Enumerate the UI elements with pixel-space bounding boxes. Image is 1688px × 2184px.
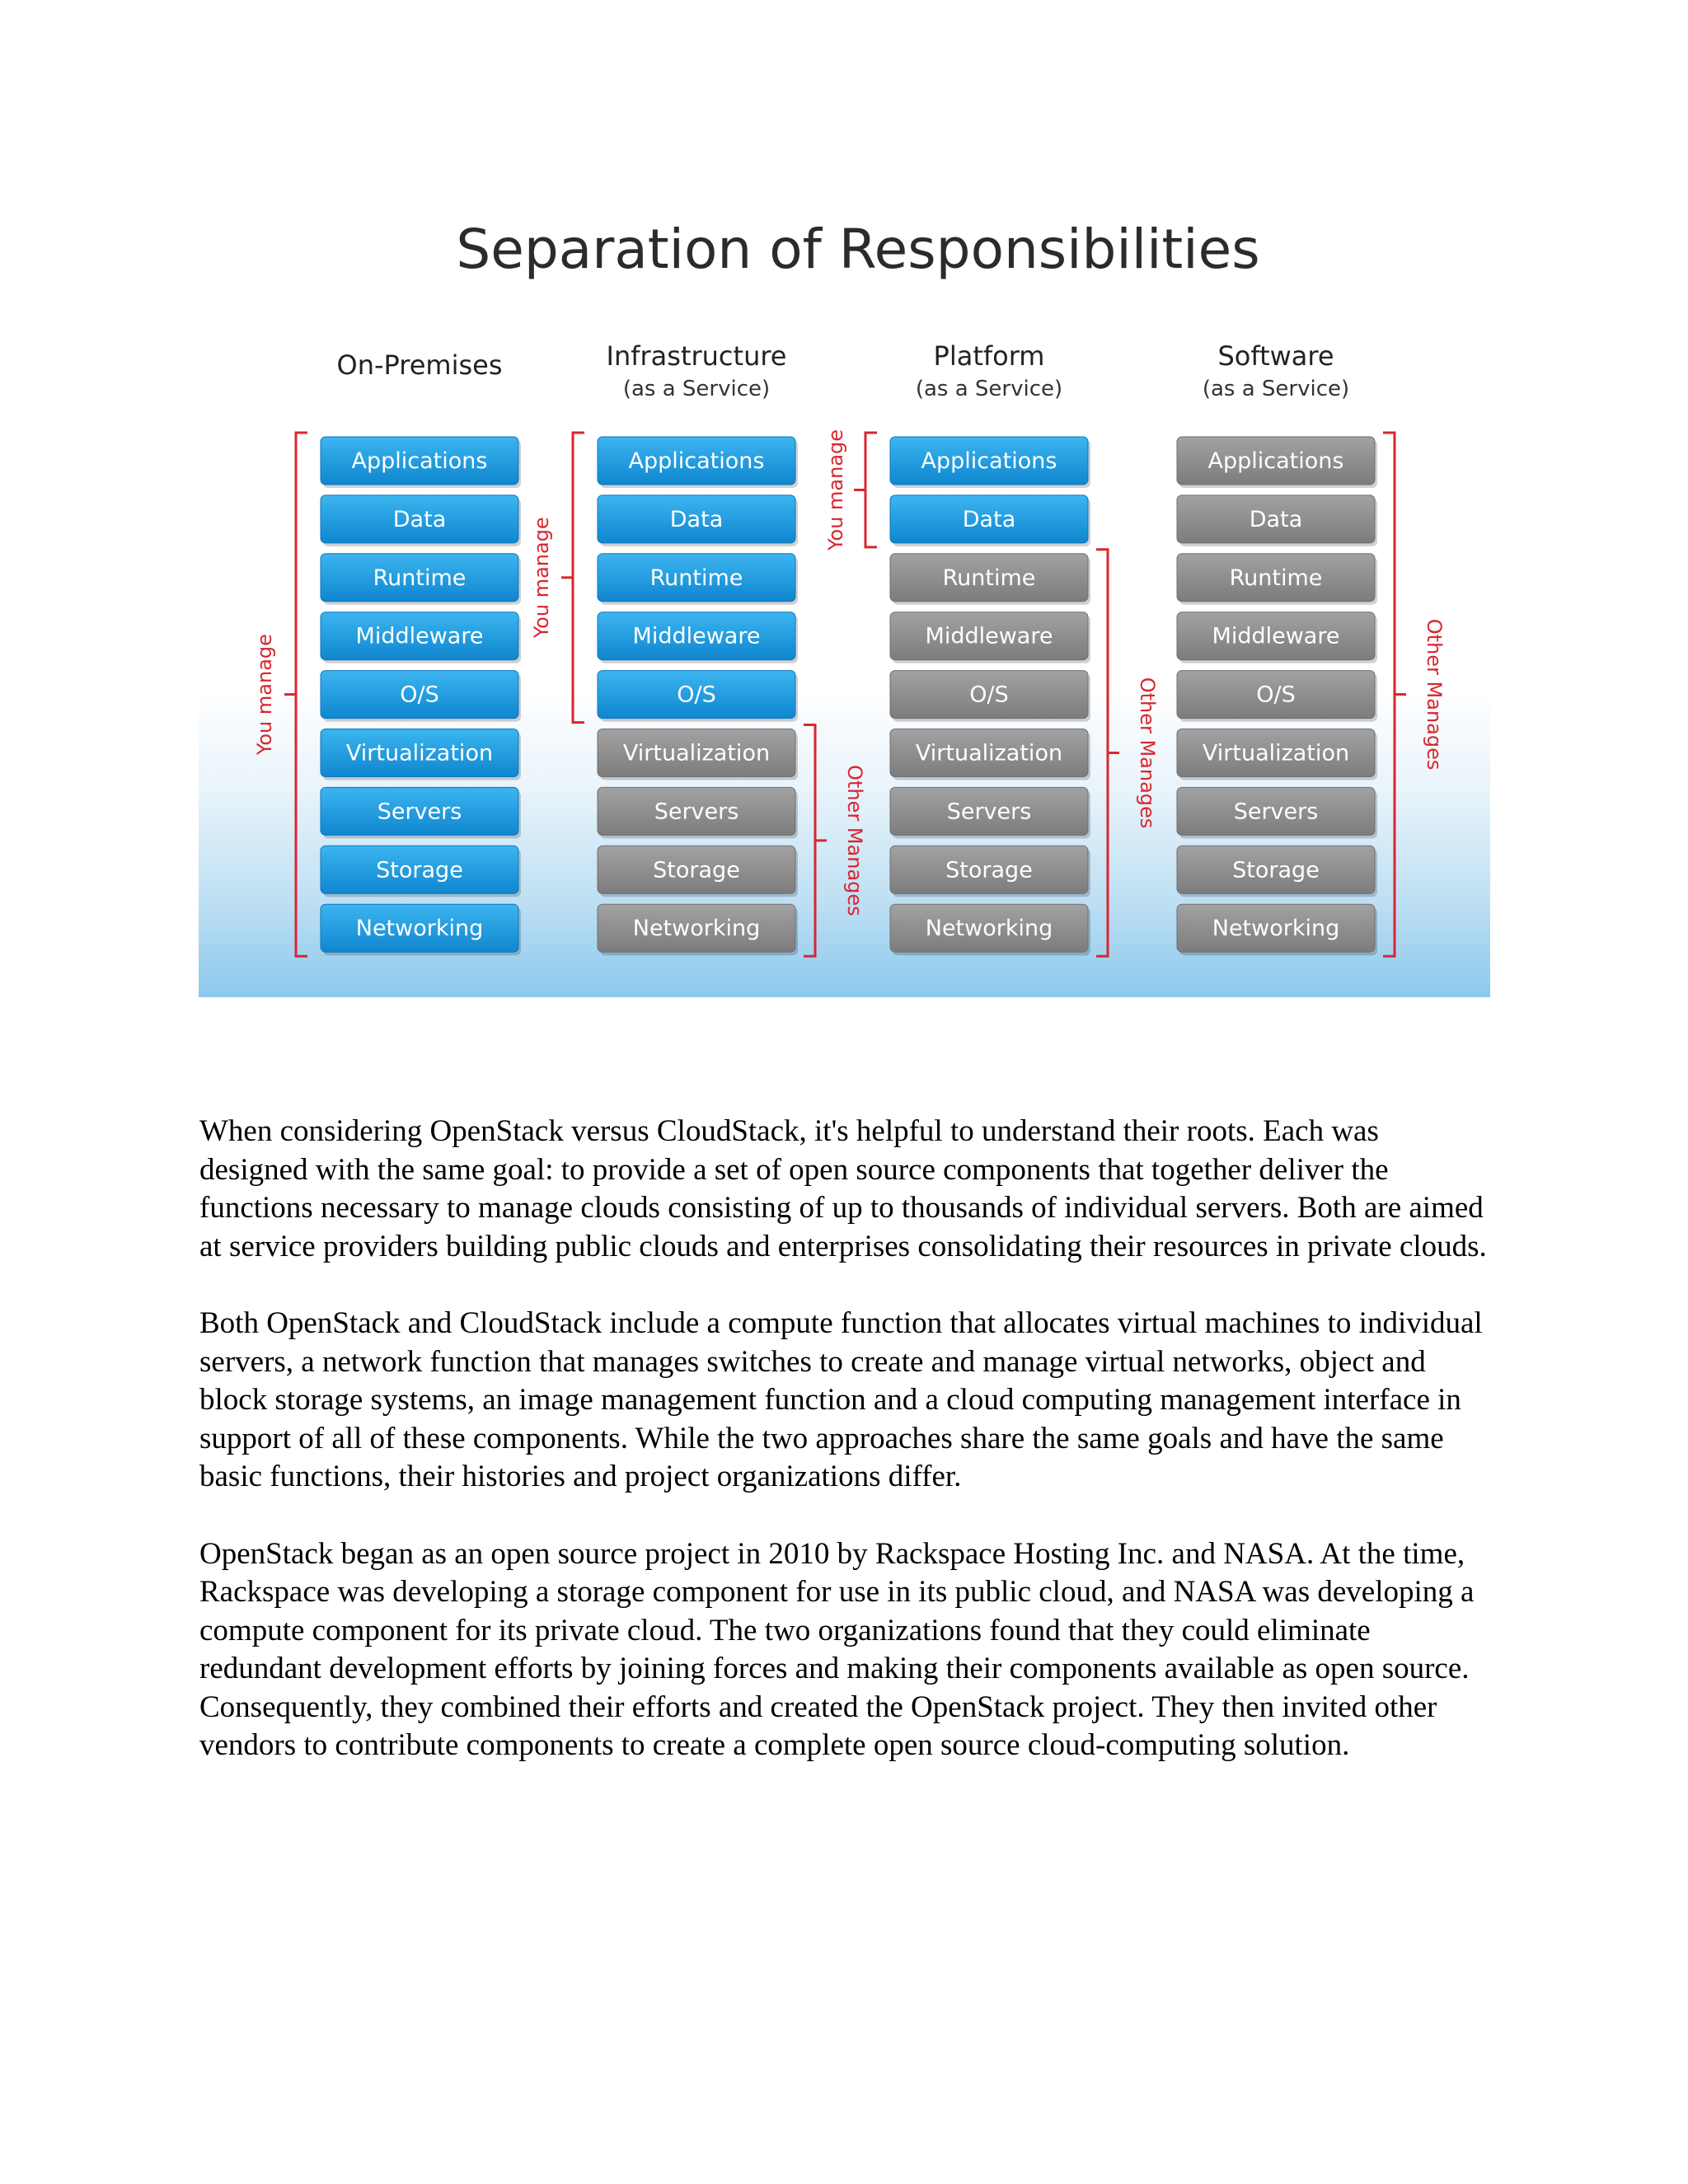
layer-label-platform-servers: Servers bbox=[946, 799, 1032, 825]
layer-label-platform-applications: Applications bbox=[921, 448, 1057, 474]
layer-label-on-premises-applications: Applications bbox=[351, 448, 488, 474]
layer-label-infrastructure-middleware: Middleware bbox=[632, 623, 761, 649]
diagram-title: Separation of Responsibilities bbox=[456, 218, 1260, 281]
diagram-canvas bbox=[199, 185, 1490, 997]
column-heading-infrastructure: Infrastructure bbox=[606, 340, 787, 372]
layer-label-platform-middleware: Middleware bbox=[925, 623, 1053, 649]
layer-label-infrastructure-networking: Networking bbox=[632, 916, 761, 942]
column-subheading-software: (as a Service) bbox=[1202, 377, 1350, 401]
other-manages-infrastructure-bracket bbox=[804, 725, 815, 957]
layer-label-platform-o-s: O/S bbox=[969, 682, 1009, 708]
layer-label-on-premises-networking: Networking bbox=[355, 916, 484, 942]
other-manages-software-bracket bbox=[1383, 433, 1395, 956]
layer-label-software-middleware: Middleware bbox=[1212, 623, 1340, 649]
other-manages-infrastructure-label: Other Manages bbox=[843, 765, 866, 916]
layer-label-on-premises-data: Data bbox=[392, 506, 447, 532]
you-manage-on-premises-bracket bbox=[296, 433, 307, 956]
layer-label-infrastructure-storage: Storage bbox=[653, 857, 740, 883]
column-heading-on-premises: On-Premises bbox=[336, 349, 503, 381]
you-manage-on-premises-label: You manage bbox=[253, 634, 276, 756]
other-manages-platform-label: Other Manages bbox=[1136, 677, 1159, 829]
layer-label-software-networking: Networking bbox=[1212, 916, 1340, 942]
paragraph-2: Both OpenStack and CloudStack include a compute function that allocates virtual machines to individual servers, a network function that manages switches to create and manage virtual networks, object and block storage systems, an image management function and a cloud computing management interface in support of all of these components. While the two approaches share the same goals and have the same basic functions, their histories and project organizations differ. bbox=[199, 1306, 1483, 1493]
layer-label-software-virtualization: Virtualization bbox=[1202, 740, 1350, 766]
layer-label-on-premises-o-s: O/S bbox=[400, 682, 439, 708]
layer-label-software-applications: Applications bbox=[1207, 448, 1344, 474]
column-subheading-platform: (as a Service) bbox=[915, 377, 1063, 401]
layer-label-software-data: Data bbox=[1249, 506, 1303, 532]
you-manage-infrastructure-bracket bbox=[573, 433, 584, 723]
layer-label-platform-storage: Storage bbox=[945, 857, 1033, 883]
layer-label-on-premises-virtualization: Virtualization bbox=[345, 740, 494, 766]
paragraph-3: OpenStack began as an open source project in 2010 by Rackspace Hosting Inc. and NASA. At the time, Rackspace was developing a storage component for use in its public cloud, and NASA was developing a compute component for its private cloud. The two organizations found that they could eliminate redundant development efforts by joining forces and making their components available as open source. Consequently, they combined their efforts and created the OpenStack project. They then invited other vendors to contribute components to create a complete open source cloud-computing solution. bbox=[199, 1536, 1475, 1762]
body-text bbox=[199, 1113, 1493, 1804]
paragraph-1: When considering OpenStack versus CloudStack, it's helpful to understand their roots. Each was designed with the same goal: to provide a set of open source components that together deliver the functions necessary to manage clouds consisting of up to thousands of individual servers. Both are aimed at service providers building public clouds and enterprises consolidating their resources in private clouds. bbox=[199, 1114, 1487, 1263]
column-heading-software: Software bbox=[1217, 340, 1334, 372]
layer-label-software-runtime: Runtime bbox=[1229, 565, 1323, 591]
layer-label-software-o-s: O/S bbox=[1256, 682, 1296, 708]
layer-label-platform-virtualization: Virtualization bbox=[915, 740, 1063, 766]
you-manage-platform-bracket bbox=[865, 433, 877, 547]
separation-of-responsibilities-diagram bbox=[199, 185, 1490, 997]
other-manages-software-label: Other Manages bbox=[1423, 618, 1446, 771]
layer-label-on-premises-runtime: Runtime bbox=[373, 565, 467, 591]
column-heading-platform: Platform bbox=[933, 340, 1045, 372]
layer-label-software-storage: Storage bbox=[1232, 857, 1320, 883]
layer-label-infrastructure-applications: Applications bbox=[628, 448, 765, 474]
layer-label-on-premises-storage: Storage bbox=[376, 857, 463, 883]
other-manages-platform-bracket bbox=[1096, 550, 1108, 956]
you-manage-platform-label: You manage bbox=[824, 429, 847, 551]
layer-label-platform-runtime: Runtime bbox=[942, 565, 1036, 591]
layer-label-on-premises-servers: Servers bbox=[377, 799, 462, 825]
layer-label-infrastructure-virtualization: Virtualization bbox=[622, 740, 771, 766]
layer-label-software-servers: Servers bbox=[1233, 799, 1319, 825]
you-manage-infrastructure-label: You manage bbox=[530, 517, 553, 639]
layer-label-platform-data: Data bbox=[962, 506, 1016, 532]
layer-label-infrastructure-data: Data bbox=[669, 506, 724, 532]
column-subheading-infrastructure: (as a Service) bbox=[622, 377, 771, 401]
layer-label-on-premises-middleware: Middleware bbox=[355, 623, 484, 649]
layer-label-platform-networking: Networking bbox=[925, 916, 1053, 942]
layer-label-infrastructure-runtime: Runtime bbox=[649, 565, 743, 591]
layer-label-infrastructure-o-s: O/S bbox=[677, 682, 716, 708]
layer-label-infrastructure-servers: Servers bbox=[654, 799, 739, 825]
